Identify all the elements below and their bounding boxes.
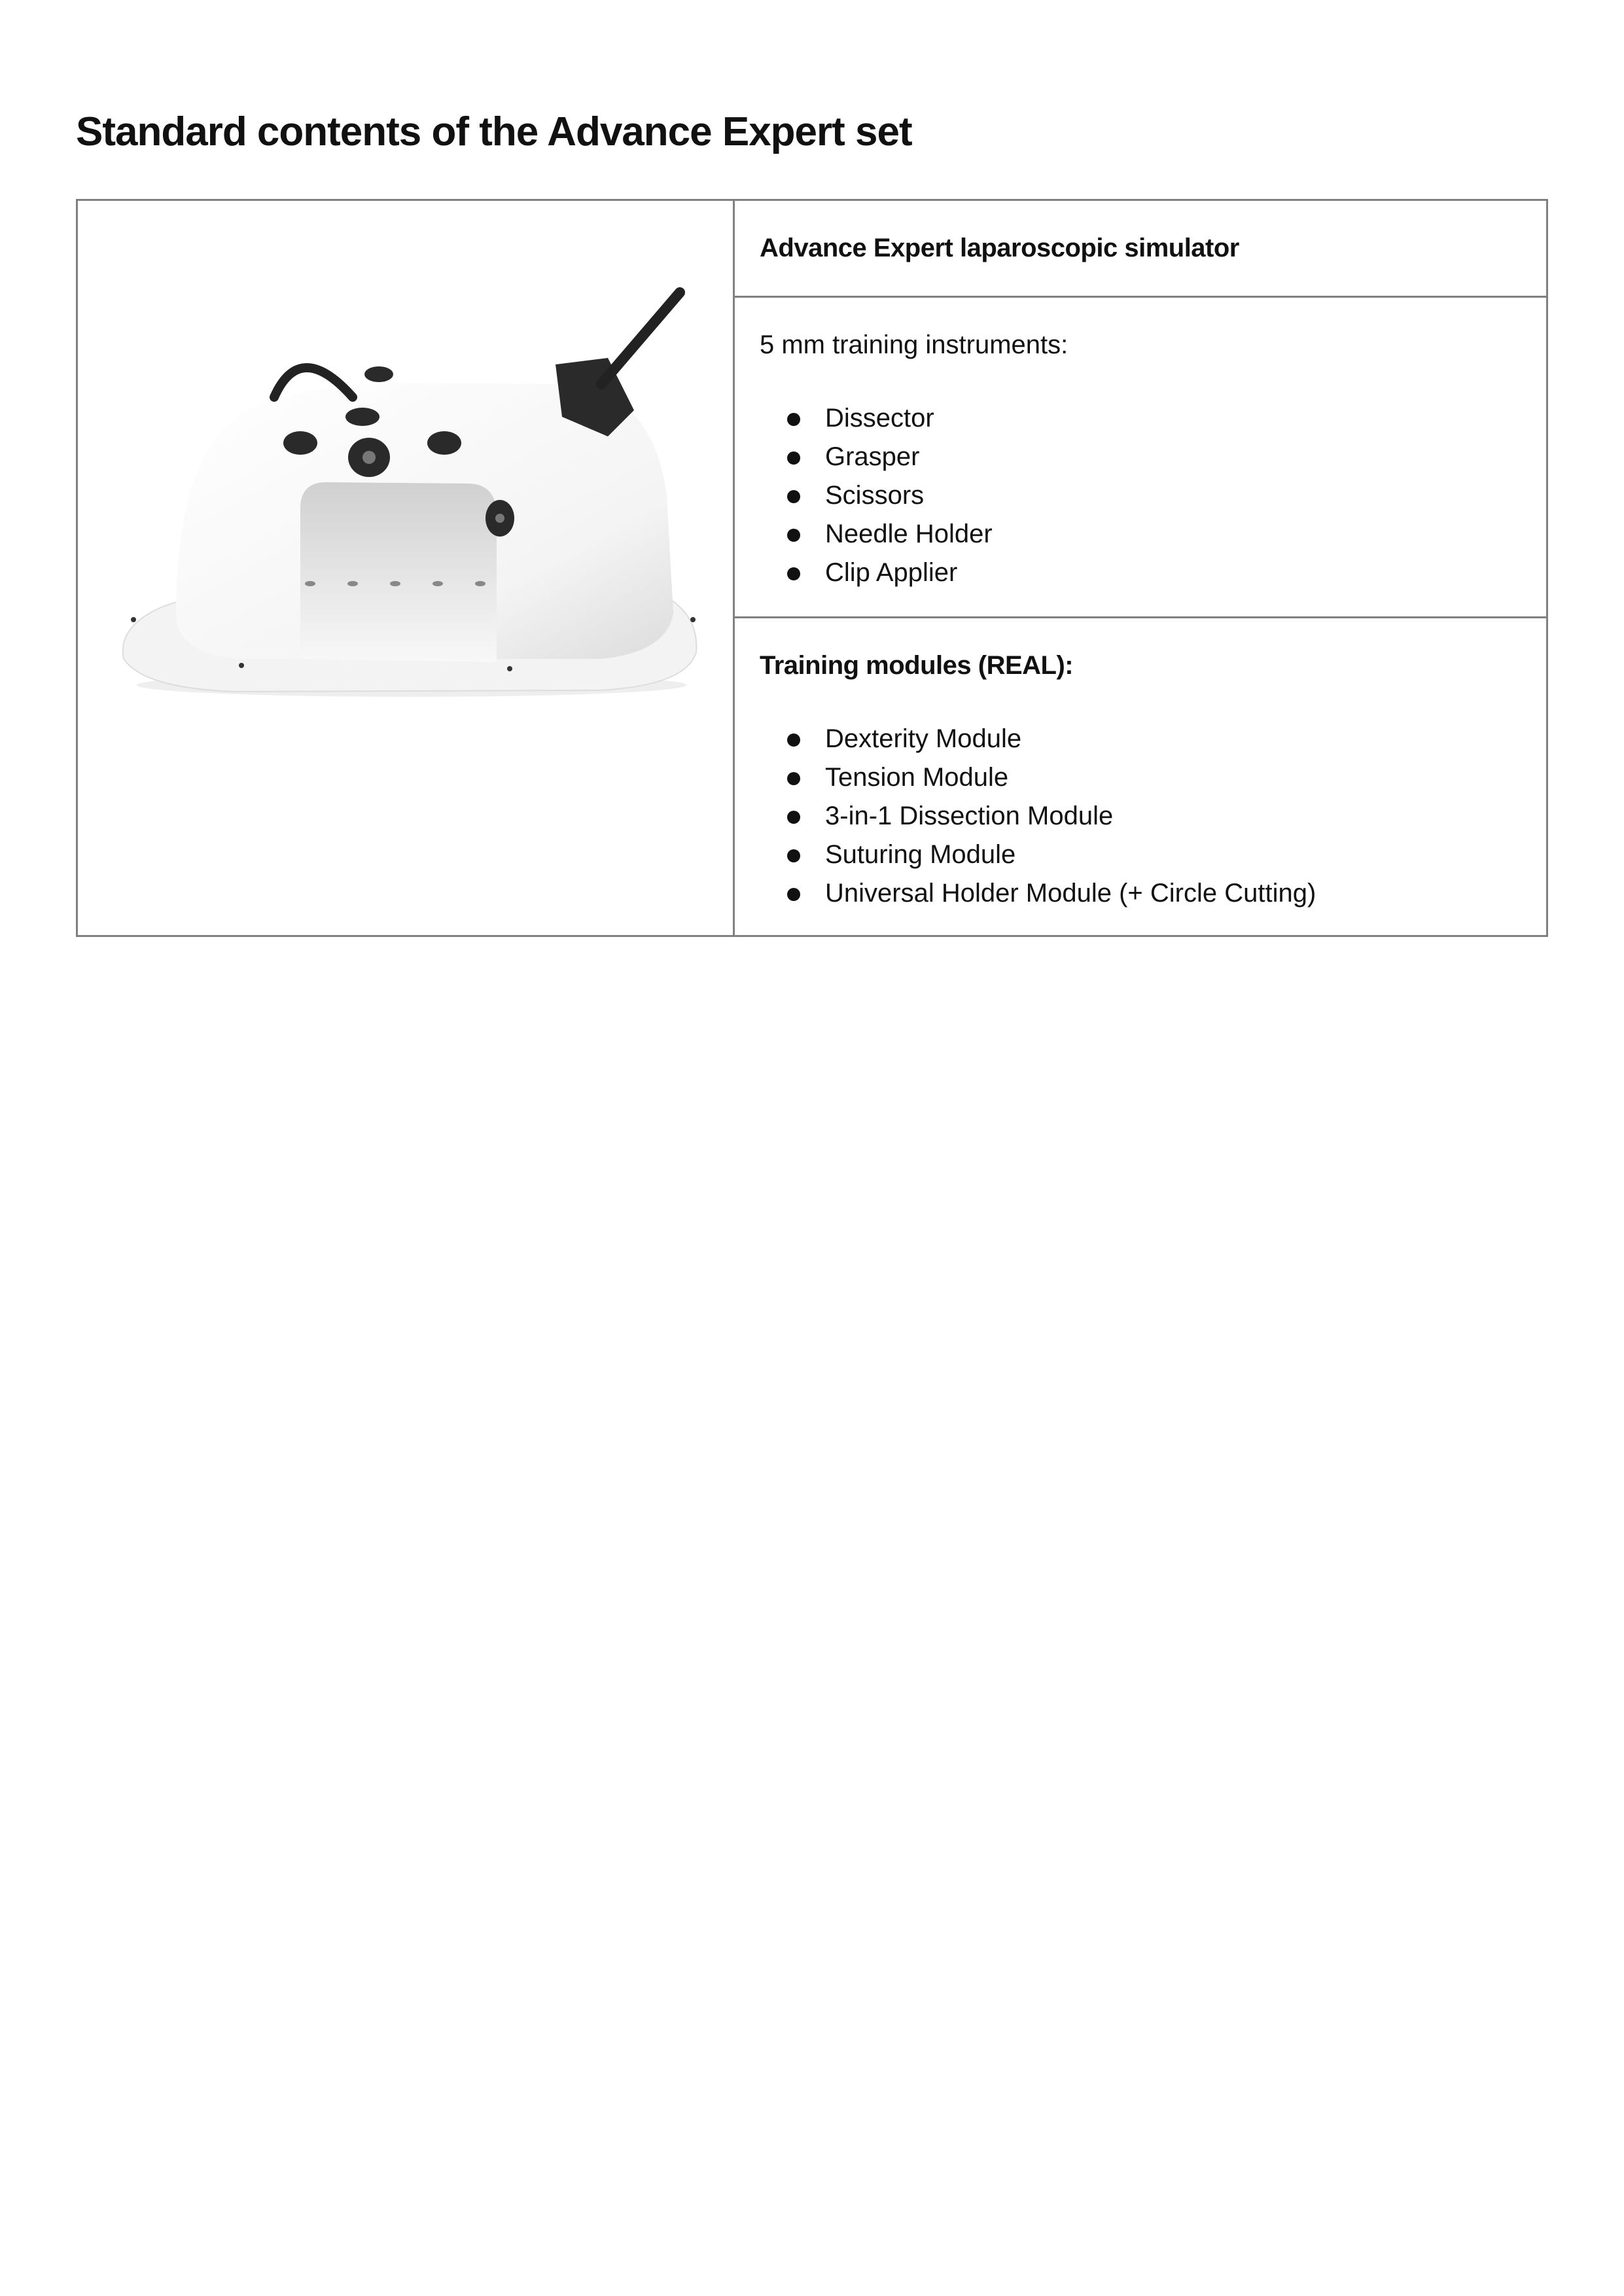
item-label: Clip Applier xyxy=(825,558,958,587)
bullet-icon xyxy=(787,772,800,785)
bullet-icon xyxy=(787,451,800,465)
item-label: Needle Holder xyxy=(825,520,993,548)
modules-list xyxy=(760,723,1316,916)
bullet-icon xyxy=(787,733,800,747)
list-item xyxy=(760,518,993,557)
list-item xyxy=(760,402,993,441)
item-label: Dexterity Module xyxy=(825,724,1022,753)
bullet-icon xyxy=(787,811,800,824)
item-label: Universal Holder Module (+ Circle Cutting) xyxy=(825,879,1316,908)
simulator-product-image xyxy=(104,286,726,705)
item-label: Dissector xyxy=(825,404,934,433)
bullet-icon xyxy=(787,888,800,901)
list-item xyxy=(760,800,1316,839)
item-label: Scissors xyxy=(825,481,925,510)
bullet-icon xyxy=(787,567,800,580)
row-divider xyxy=(735,616,1546,618)
instruments-heading: 5 mm training instruments: xyxy=(760,330,1068,359)
list-item xyxy=(760,877,1316,916)
row-divider xyxy=(735,296,1546,298)
column-divider xyxy=(733,201,735,935)
list-item xyxy=(760,839,1316,877)
list-item xyxy=(760,762,1316,800)
simulator-heading: Advance Expert laparoscopic simulator xyxy=(760,234,1239,262)
bullet-icon xyxy=(787,529,800,542)
list-item xyxy=(760,723,1316,762)
list-item xyxy=(760,557,993,595)
list-item xyxy=(760,441,993,480)
contents-table xyxy=(76,199,1548,937)
item-label: Tension Module xyxy=(825,763,1009,792)
bullet-icon xyxy=(787,849,800,862)
modules-heading: Training modules (REAL): xyxy=(760,651,1074,680)
list-item xyxy=(760,480,993,518)
bullet-icon xyxy=(787,490,800,503)
item-label: Grasper xyxy=(825,442,920,471)
page-title: Standard contents of the Advance Expert set xyxy=(76,109,912,154)
item-label: Suturing Module xyxy=(825,840,1016,869)
instruments-list xyxy=(760,402,993,595)
item-label: 3-in-1 Dissection Module xyxy=(825,802,1114,830)
bullet-icon xyxy=(787,413,800,426)
